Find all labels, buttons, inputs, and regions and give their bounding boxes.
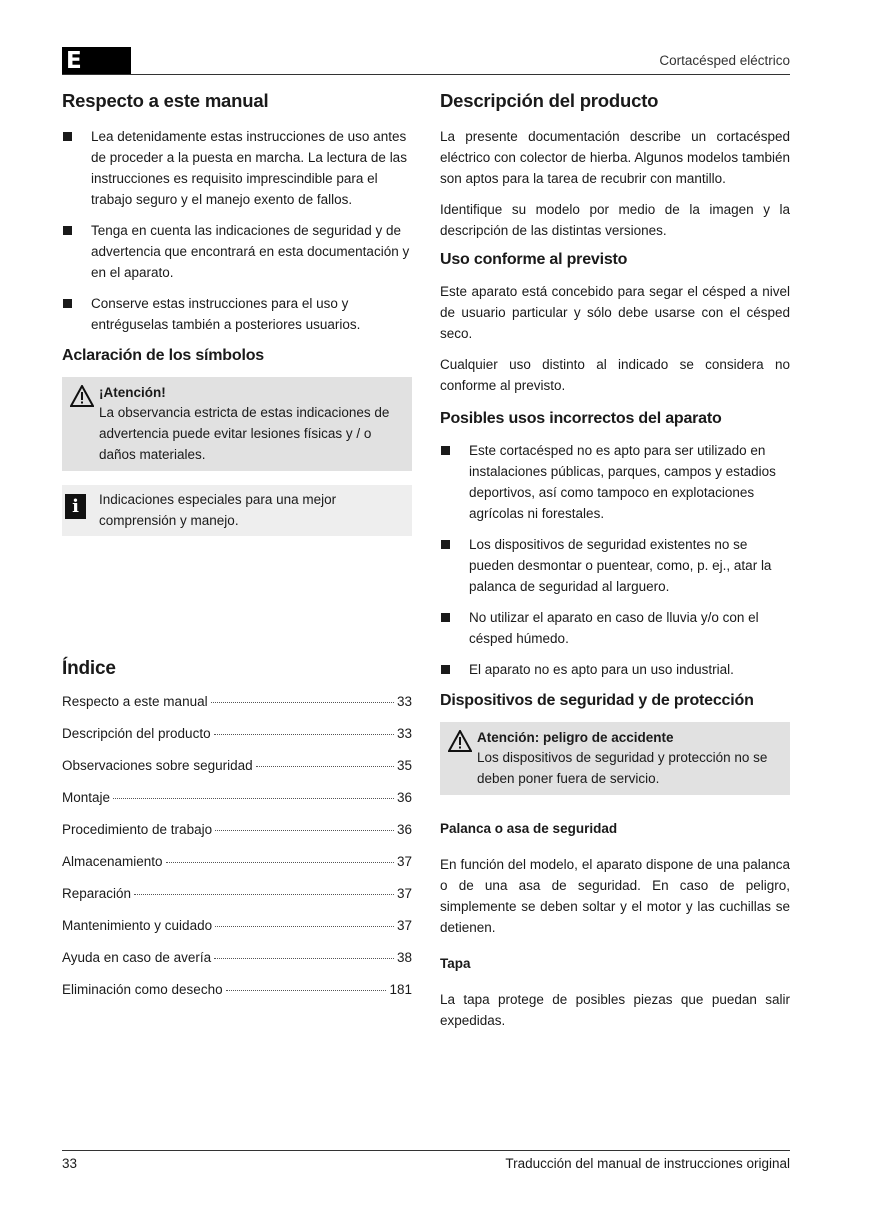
language-badge <box>62 47 131 75</box>
intended-use-paragraph: Este aparato está concebido para segar el césped a nivel de usuario particular y sólo debe usarse con el césped seco. <box>440 284 790 341</box>
toc-leader <box>113 798 394 799</box>
index-heading: Índice <box>62 658 116 679</box>
toc-entry[interactable]: Descripción del producto 33 <box>62 726 412 741</box>
toc-leader <box>215 830 394 831</box>
page-number: 33 <box>62 1156 78 1171</box>
manual-bullet-list <box>62 126 412 335</box>
toc-entry[interactable]: Procedimiento de trabajo 36 <box>62 822 412 837</box>
list-item: El aparato no es apto para un uso industrial. <box>440 659 790 680</box>
bullet-square-icon <box>441 540 450 549</box>
table-of-contents <box>62 658 412 1014</box>
toc-leader <box>214 734 394 735</box>
toc-leader <box>215 926 394 927</box>
misuse-bullet-list <box>440 440 790 680</box>
accident-warning-title: Atención: peligro de accidente <box>477 730 674 745</box>
warning-triangle-icon <box>448 730 472 752</box>
intended-use-heading: Uso conforme al previsto <box>440 251 628 268</box>
warning-title: ¡Atención! <box>99 385 166 400</box>
cover-paragraph: La tapa protege de posibles piezas que puedan salir expedidas. <box>440 992 790 1028</box>
left-column <box>62 90 412 536</box>
header-title: Cortacésped eléctrico <box>659 53 790 68</box>
bullet-square-icon <box>63 299 72 308</box>
toc-entry[interactable]: Observaciones sobre seguridad 35 <box>62 758 412 773</box>
warning-triangle-icon <box>70 385 94 407</box>
toc-leader <box>166 862 394 863</box>
toc-entry[interactable]: Reparación 37 <box>62 886 412 901</box>
list-item: No utilizar el aparato en caso de lluvia y/o con el césped húmedo. <box>440 607 790 649</box>
safety-devices-heading: Dispositivos de seguridad y de protección <box>440 692 754 709</box>
bullet-square-icon <box>63 226 72 235</box>
bullet-square-icon <box>441 446 450 455</box>
toc-entry[interactable]: Respecto a este manual 33 <box>62 694 412 709</box>
accident-warning-box <box>440 722 790 795</box>
warning-box <box>62 377 412 471</box>
toc-leader <box>134 894 394 895</box>
toc-leader <box>256 766 394 767</box>
bullet-square-icon <box>63 132 72 141</box>
safety-lever-paragraph: En función del modelo, el aparato dispone de una palanca o de una asa de seguridad. En caso de peligro, simplemente se deben soltar y el motor y las cuchillas se detienen. <box>440 857 790 935</box>
toc-leader <box>214 958 394 959</box>
list-item: Conserve estas instrucciones para el uso y entréguselas también a posteriores usuarios. <box>62 293 412 335</box>
list-item: Lea detenidamente estas instrucciones de uso antes de proceder a la puesta en marcha. La lectura de las instrucciones es requisito imprescindible para el trabajo seguro y el manejo exento de fallos. <box>62 126 412 210</box>
symbols-heading: Aclaración de los símbolos <box>62 347 264 364</box>
toc-entry[interactable]: Eliminación como desecho 181 <box>62 982 412 997</box>
safety-lever-heading: Palanca o asa de seguridad <box>440 821 618 836</box>
footer-rule <box>62 1150 790 1151</box>
info-text: Indicaciones especiales para una mejor comprensión y manejo. <box>99 492 337 528</box>
toc-entry[interactable]: Almacenamiento 37 <box>62 854 412 869</box>
list-item: Tenga en cuenta las indicaciones de seguridad y de advertencia que encontrará en esta documentación y en el aparato. <box>62 220 412 283</box>
product-paragraph: La presente documentación describe un cortacésped eléctrico con colector de hierba. Algunos modelos también son aptos para la tarea de recubrir con mantillo. <box>440 129 790 186</box>
warning-text: La observancia estricta de estas indicaciones de advertencia puede evitar lesiones físicas y / o daños materiales. <box>99 405 390 462</box>
info-icon: i <box>65 494 86 519</box>
misuse-heading: Posibles usos incorrectos del aparato <box>440 410 722 427</box>
toc-entry[interactable]: Mantenimiento y cuidado 37 <box>62 918 412 933</box>
toc-entry[interactable]: Ayuda en caso de avería 38 <box>62 950 412 965</box>
list-item: Este cortacésped no es apto para ser utilizado en instalaciones públicas, parques, campos y estadios deportivos, así como tampoco en explotaciones agrícolas ni forestales. <box>440 440 790 524</box>
toc-leader <box>226 990 387 991</box>
header-rule <box>62 74 790 75</box>
cover-heading: Tapa <box>440 956 471 971</box>
intended-use-paragraph: Cualquier uso distinto al indicado se considera no conforme al previsto. <box>440 357 790 393</box>
right-column <box>440 90 790 1041</box>
toc-leader <box>211 702 394 703</box>
manual-heading: Respecto a este manual <box>62 90 269 111</box>
list-item: Los dispositivos de seguridad existentes no se pueden desmontar o puentear, como, p. ej., atar la palanca de seguridad al larguero. <box>440 534 790 597</box>
bullet-square-icon <box>441 613 450 622</box>
toc-entry[interactable]: Montaje 36 <box>62 790 412 805</box>
bullet-square-icon <box>441 665 450 674</box>
product-heading: Descripción del producto <box>440 90 659 111</box>
info-box <box>62 485 412 536</box>
product-paragraph: Identifique su modelo por medio de la imagen y la descripción de las distintas versiones. <box>440 202 790 238</box>
language-badge-label: E <box>66 48 82 74</box>
accident-warning-text: Los dispositivos de seguridad y protección no se deben poner fuera de servicio. <box>477 750 768 786</box>
footer-note: Traducción del manual de instrucciones original <box>505 1156 790 1171</box>
